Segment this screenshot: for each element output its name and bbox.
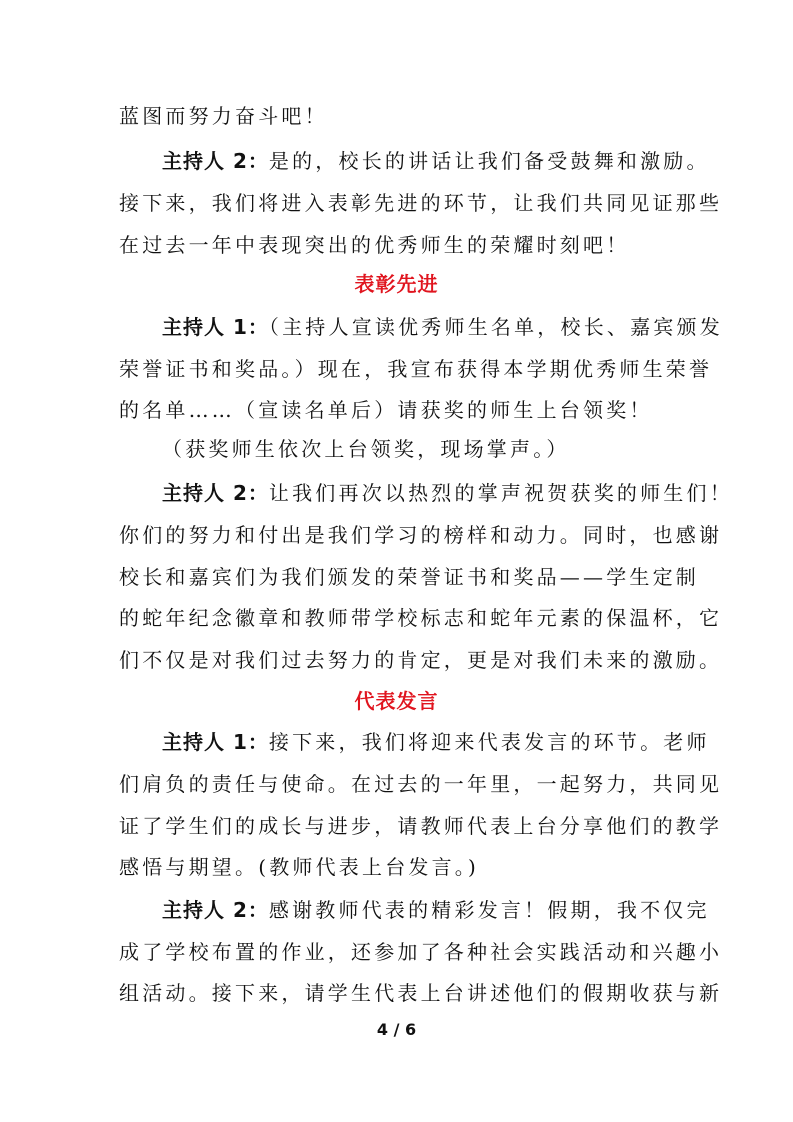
text: 接下来，我们将迎来代表发言的环节。老师 — [268, 730, 710, 754]
text: 蓝图而努力奋斗吧！ — [119, 104, 328, 128]
section-heading: 代表发言 — [354, 689, 439, 713]
text: 组活动。接下来，请学生代表上台讲述他们的假期收获与新 — [119, 981, 723, 1005]
speaker-label: 主持人 2： — [162, 149, 269, 173]
text: 你们的努力和付出是我们学习的榜样和动力。同时，也感谢 — [119, 523, 723, 547]
paragraph-line — [119, 233, 629, 257]
speaker-label: 主持人 1： — [162, 730, 269, 754]
paragraph-line — [119, 565, 699, 589]
paragraph-line — [119, 523, 722, 547]
paragraph-line — [119, 398, 653, 422]
text: 们肩负的责任与使命。在过去的一年里，一起努力，共同见 — [119, 772, 723, 796]
paragraph-line — [162, 481, 733, 505]
paragraph-line — [162, 898, 710, 922]
paragraph-line — [119, 814, 722, 838]
text: 成了学校布置的作业，还参加了各种社会实践活动和兴趣小 — [119, 940, 723, 964]
text: 接下来，我们将进入表彰先进的环节，让我们共同见证那些 — [119, 191, 723, 215]
text: 校长和嘉宾们为我们颁发的荣誉证书和奖品——学生定制 — [119, 565, 699, 589]
paragraph-line — [162, 730, 710, 754]
section-heading: 表彰先进 — [354, 272, 439, 296]
page-number: 4 / 6 — [376, 1020, 417, 1039]
paragraph-line — [119, 648, 722, 672]
text: 的蛇年纪念徽章和教师带学校标志和蛇年元素的保温杯，它 — [119, 606, 723, 630]
paragraph-line — [119, 606, 722, 630]
text: （主持人宣读优秀师生名单，校长、嘉宾颁发 — [268, 315, 723, 339]
paragraph-line — [119, 981, 722, 1005]
text: 让我们再次以热烈的掌声祝贺获奖的师生们！ — [268, 481, 733, 505]
text: 荣誉证书和奖品。）现在，我宣布获得本学期优秀师生荣誉 — [119, 357, 713, 381]
text: 感悟与期望。(教师代表上台发言。) — [119, 855, 480, 879]
paragraph-line — [119, 940, 722, 964]
paragraph-line — [162, 149, 710, 173]
speaker-label: 主持人 2： — [162, 481, 269, 505]
text: 是的，校长的讲话让我们备受鼓舞和激励。 — [268, 149, 710, 173]
text: 感谢教师代表的精彩发言！假期，我不仅完 — [268, 898, 710, 922]
paragraph-line — [119, 855, 479, 879]
text: （获奖师生依次上台领奖，现场掌声。） — [162, 437, 570, 461]
text: 证了学生们的成长与进步，请教师代表上台分享他们的教学 — [119, 814, 723, 838]
paragraph-line — [162, 315, 723, 339]
paragraph-line — [119, 772, 722, 796]
text: 们不仅是对我们过去努力的肯定，更是对我们未来的激励。 — [119, 648, 723, 672]
paragraph-line — [119, 357, 712, 381]
text: 在过去一年中表现突出的优秀师生的荣耀时刻吧！ — [119, 233, 630, 257]
speaker-label: 主持人 1： — [162, 315, 269, 339]
paragraph-line — [162, 437, 570, 461]
paragraph-line — [119, 104, 328, 128]
text: 的名单……（宣读名单后）请获奖的师生上台领奖！ — [119, 398, 653, 422]
speaker-label: 主持人 2： — [162, 898, 269, 922]
paragraph-line — [119, 191, 722, 215]
